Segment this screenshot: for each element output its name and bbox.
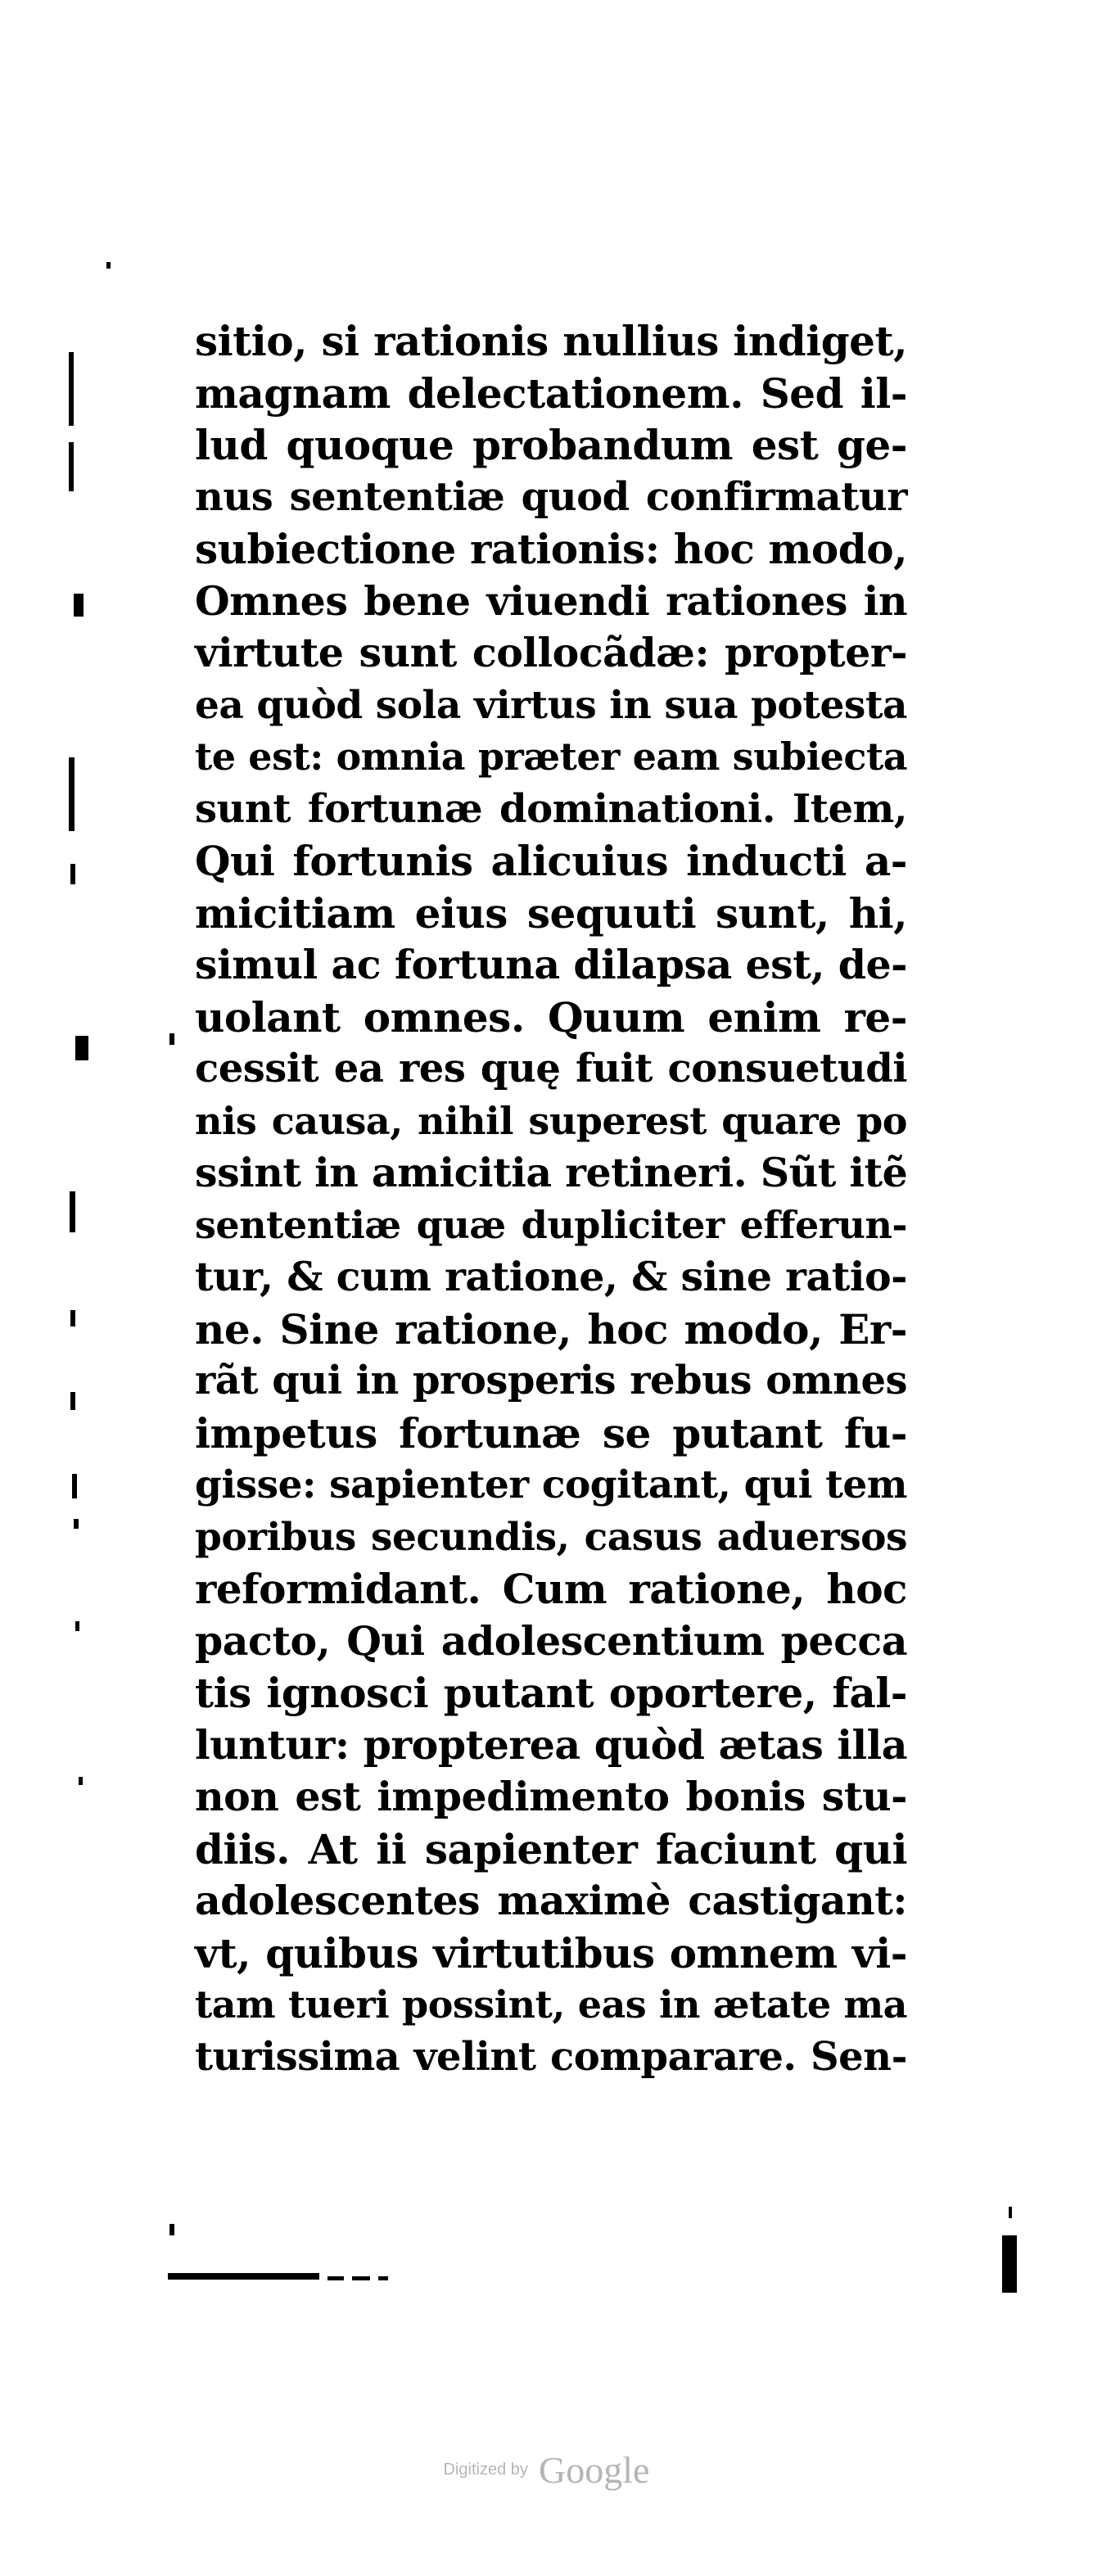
text-line: Qui fortunis alicuius inducti a- — [195, 837, 907, 885]
text-line: turissima velint comparare. Sen- — [195, 2033, 907, 2080]
scan-speck — [70, 1310, 75, 1326]
text-line: virtute sunt collocãdæ: propter- — [195, 629, 907, 676]
text-line: ne. Sine ratione, hoc modo, Er- — [195, 1304, 907, 1354]
text-line: non est impedimento bonis stu- — [195, 1773, 907, 1820]
scan-speck — [1002, 2235, 1017, 2293]
text-line: simul ac fortuna dilapsa est, de- — [195, 941, 907, 988]
bottom-rule — [378, 2276, 388, 2280]
text-line: poribus secundis, casus aduersos — [195, 1514, 907, 1560]
text-line: impetus fortunæ se putant fu- — [195, 1408, 907, 1457]
scan-speck — [75, 1621, 79, 1631]
scan-speck — [74, 594, 84, 617]
text-line: sunt fortunæ dominationi. Item, — [195, 785, 907, 832]
bottom-rule — [327, 2276, 344, 2280]
scan-speck — [169, 2224, 174, 2235]
scan-speck — [70, 1191, 75, 1232]
scan-speck — [169, 1033, 174, 1045]
scan-speck — [69, 757, 75, 831]
scan-speck — [79, 1777, 83, 1785]
scan-speck — [75, 1036, 88, 1060]
text-line: nis causa, nihil superest quare po — [195, 1098, 907, 1143]
text-line: ea quòd sola virtus in sua potesta — [195, 682, 907, 728]
text-line: ssint in amicitia retineri. Sũt itẽ — [195, 1149, 908, 1196]
text-line: nus sententiæ quod confirmatur — [195, 473, 907, 520]
text-line: sententiæ quæ dupliciter efferun- — [195, 1202, 907, 1247]
scan-speck — [69, 442, 74, 491]
scan-speck — [69, 352, 74, 426]
text-line: rãt qui in prosperis rebus omnes — [195, 1358, 907, 1403]
text-line: pacto, Qui adolescentium pecca — [195, 1616, 907, 1665]
scan-speck — [70, 1392, 75, 1410]
text-line: micitiam eius sequuti sunt, hi, — [195, 888, 907, 938]
text-line: tur, & cum ratione, & sine ratio- — [195, 1253, 907, 1300]
text-line: adolescentes maximè castigant: — [195, 1877, 907, 1924]
text-line: gisse: sapienter cogitant, qui tem — [195, 1462, 907, 1507]
text-line: sitio, si rationis nullius indiget, — [195, 317, 907, 365]
scan-speck — [74, 1519, 79, 1529]
text-line: tam tueri possint, eas in ætate ma — [195, 1982, 907, 2027]
scan-speck — [106, 262, 111, 269]
text-line: Omnes bene viuendi rationes in — [195, 576, 907, 625]
text-line: magnam delectationem. Sed il- — [195, 368, 907, 418]
watermark-brand: Google — [539, 2449, 650, 2491]
text-line: diis. At ii sapienter faciunt qui — [195, 1824, 907, 1873]
text-line: uolant omnes. Quum enim re- — [195, 992, 907, 1042]
bottom-rule — [352, 2276, 370, 2280]
text-line: luntur: propterea quòd ætas illa — [195, 1720, 907, 1769]
text-line: te est: omnia præter eam subiecta — [195, 734, 907, 779]
text-line: subiectione rationis: hoc modo, — [195, 525, 907, 573]
digitized-watermark — [0, 2448, 1093, 2492]
text-line: reformidant. Cum ratione, hoc — [195, 1565, 907, 1613]
scan-speck — [70, 864, 75, 884]
text-block — [195, 315, 907, 2083]
watermark-prefix: Digitized by — [443, 2461, 528, 2479]
scan-speck — [72, 1474, 77, 1498]
text-line: tis ignosci putant oportere, fal- — [195, 1669, 907, 1717]
text-line: vt, quibus virtutibus omnem vi- — [195, 1928, 907, 1977]
text-line: cessit ea res quę fuit consuetudi — [195, 1046, 907, 1091]
text-line: lud quoque probandum est ge- — [195, 421, 907, 469]
scan-speck — [1009, 2207, 1012, 2218]
bottom-rule — [168, 2273, 319, 2280]
